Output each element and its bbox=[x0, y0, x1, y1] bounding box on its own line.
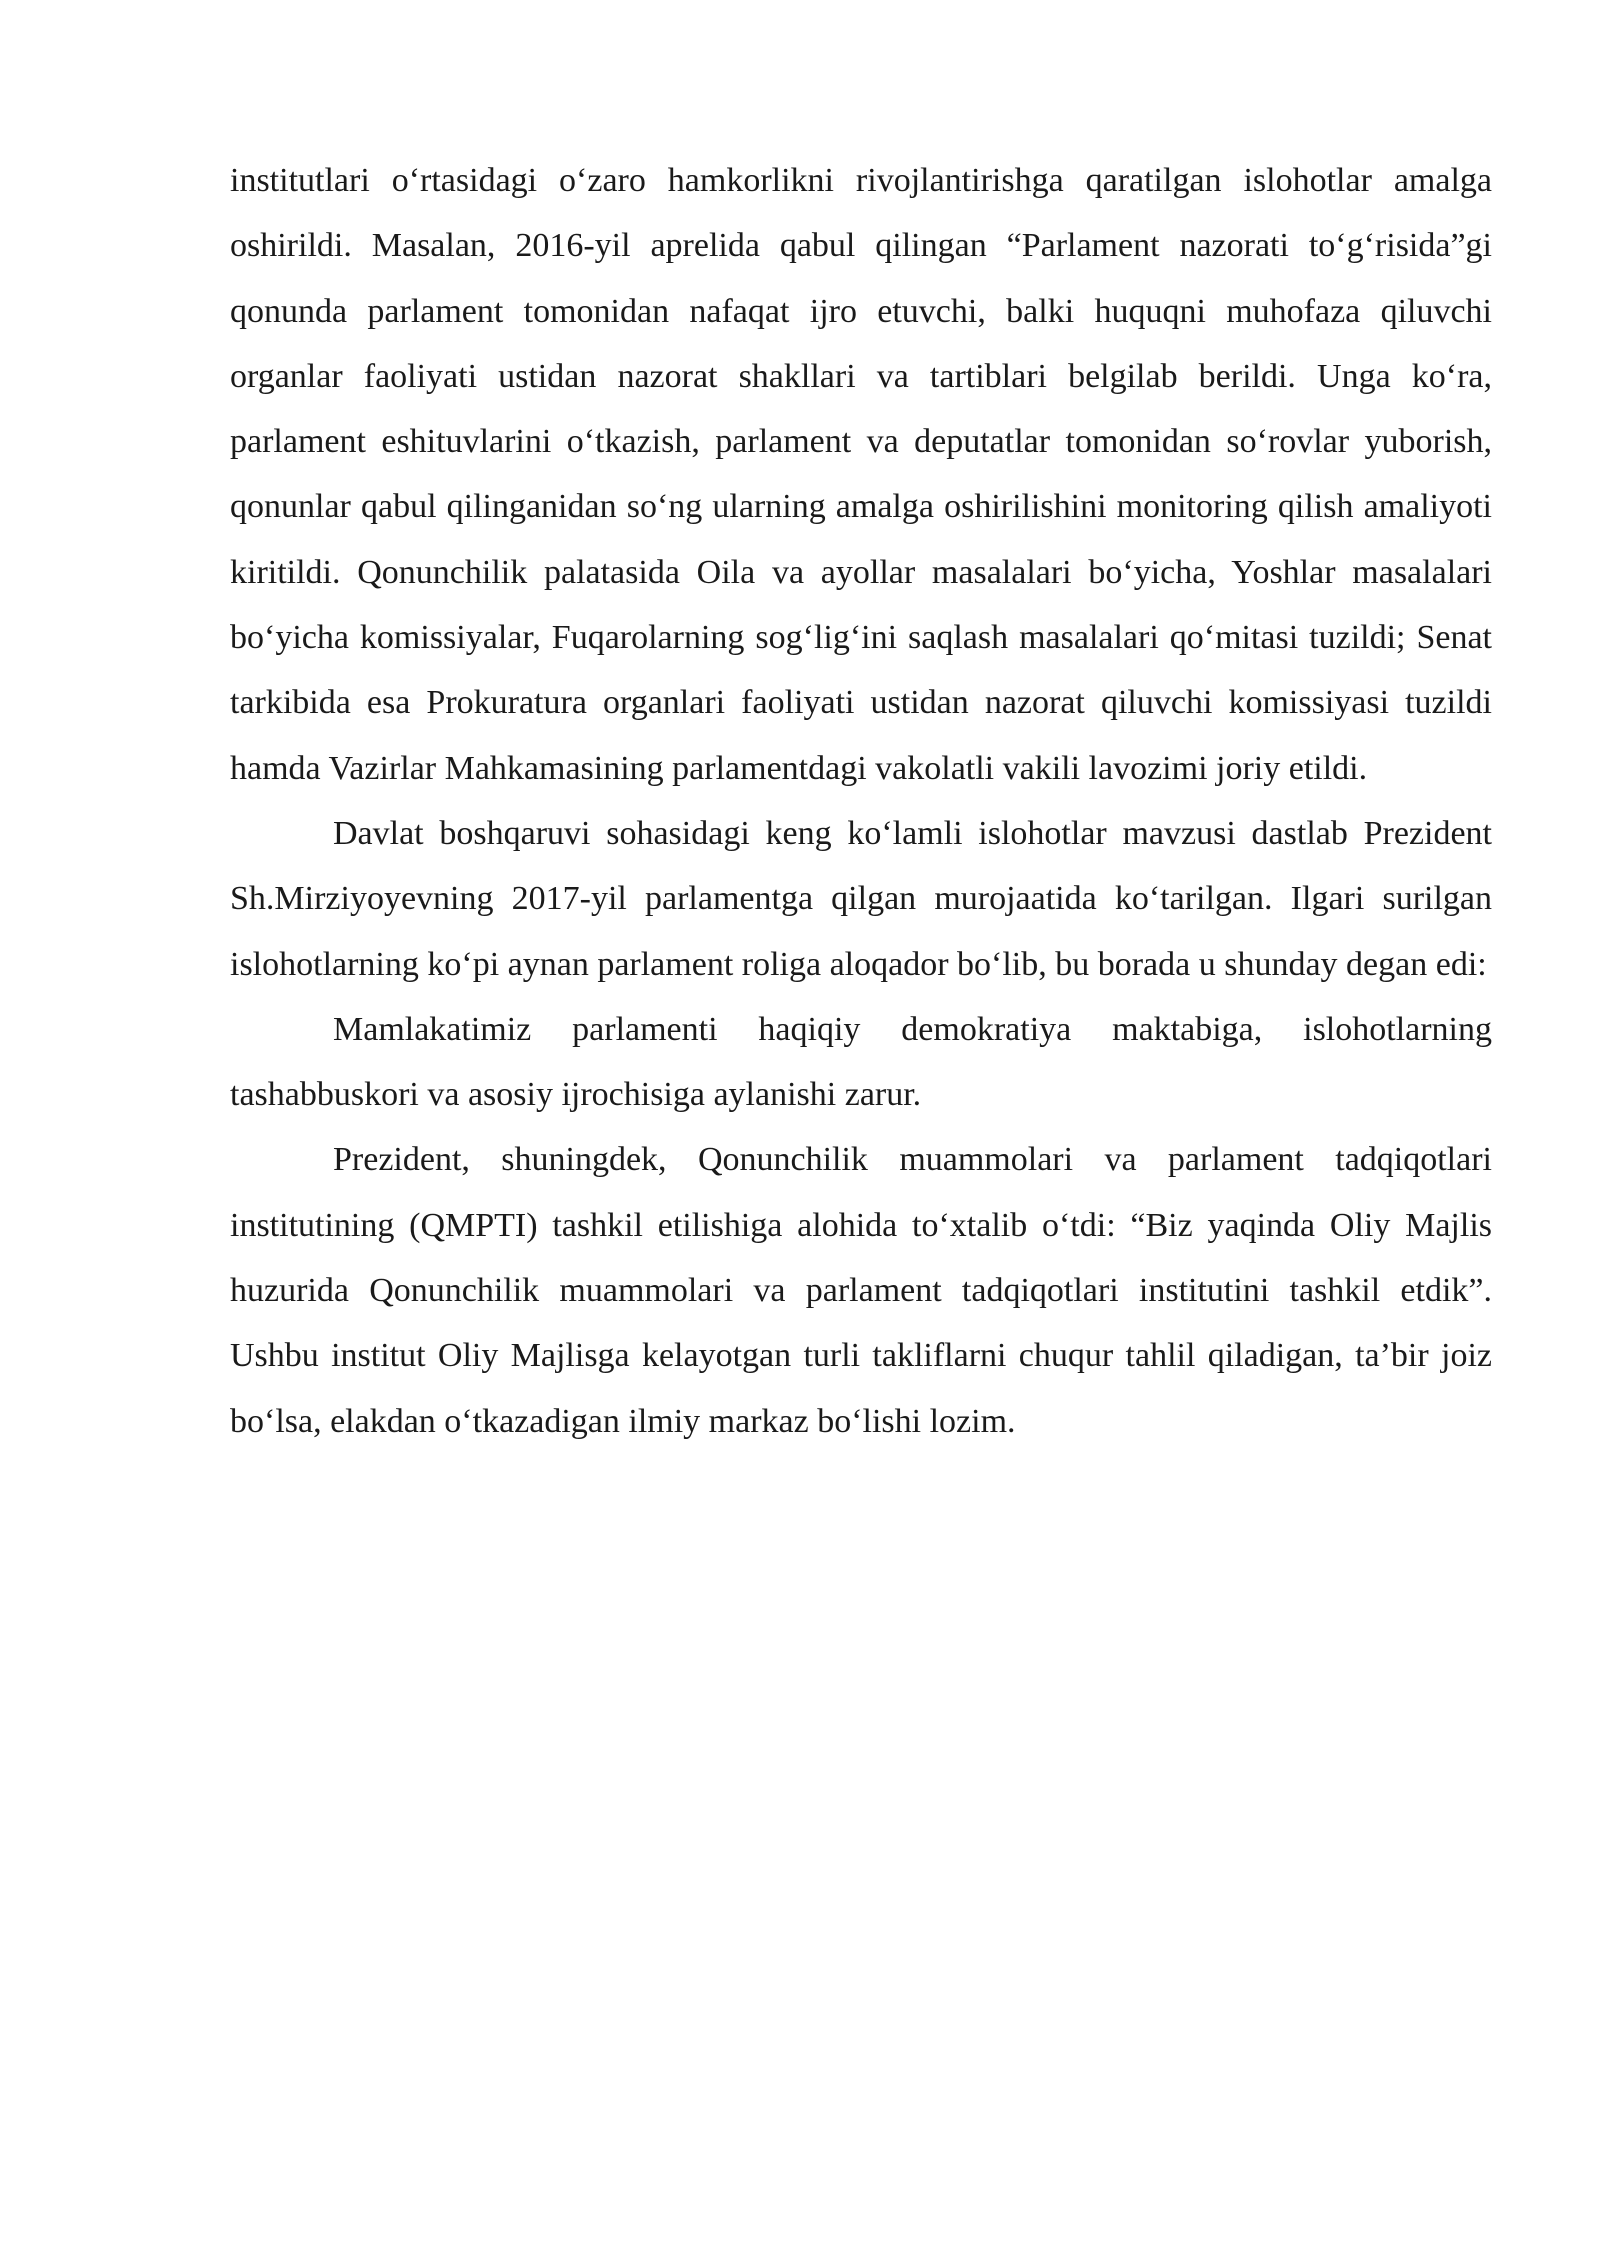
paragraph-3-quote: Mamlakatimiz parlamenti haqiqiy demokratiya maktabiga, islohotlarning tashabbuskori va asosiy ijrochisiga aylanishi zarur. bbox=[230, 1010, 1492, 1114]
paragraph-2: Davlat boshqaruvi sohasidagi keng ko‘lamli islohotlar mavzusi dastlab Prezident Sh.Mirziyoyevning 2017-yil parlamentga qilgan murojaatida ko‘tarilgan. Ilgari surilgan islohotlarning ko‘pi aynan parlament roliga aloqador bo‘lib, bu borada u shunday degan edi: bbox=[230, 814, 1492, 983]
paragraph-4: Prezident, shuningdek, Qonunchilik muammolari va parlament tadqiqotlari institutining (QMPTI) tashkil etilishiga alohida to‘xtalib o‘tdi: “Biz yaqinda Oliy Majlis huzurida Qonunchilik muammolari va parlament tadqiqotlari institutini tashkil etdik”. Ushbu institut Oliy Majlisga kelayotgan turli takliflarni chuqur tahlil qiladigan, ta’bir joiz bo‘lsa, elakdan o‘tkazadigan ilmiy markaz bo‘lishi lozim. bbox=[230, 1141, 1492, 1440]
paragraph-1: institutlari o‘rtasidagi o‘zaro hamkorlikni rivojlantirishga qaratilgan islohotlar amalga oshirildi. Masalan, 2016-yil aprelida qabul qilingan “Parlament nazorati to‘g‘risida”gi qonunda parlament tomonidan nafaqat ijro etuvchi, balki huquqni muhofaza qiluvchi organlar faoliyati ustidan nazorat shakllari va tartiblari belgilab berildi. Unga ko‘ra, parlament eshituvlarini o‘tkazish, parlament va deputatlar tomonidan so‘rovlar yuborish, qonunlar qabul qilinganidan so‘ng ularning amalga oshirilishini monitoring qilish amaliyoti kiritildi. Qonunchilik palatasida Oila va ayollar masalalari bo‘yicha, Yoshlar masalalari bo‘yicha komissiyalar, Fuqarolarning sog‘lig‘ini saqlash masalalari qo‘mitasi tuzildi; Senat tarkibida esa Prokuratura organlari faoliyati ustidan nazorat qiluvchi komissiyasi tuzildi hamda Vazirlar Mahkamasining parlamentdagi vakolatli vakili lavozimi joriy etildi. bbox=[230, 162, 1492, 787]
document-body bbox=[230, 148, 1492, 1454]
